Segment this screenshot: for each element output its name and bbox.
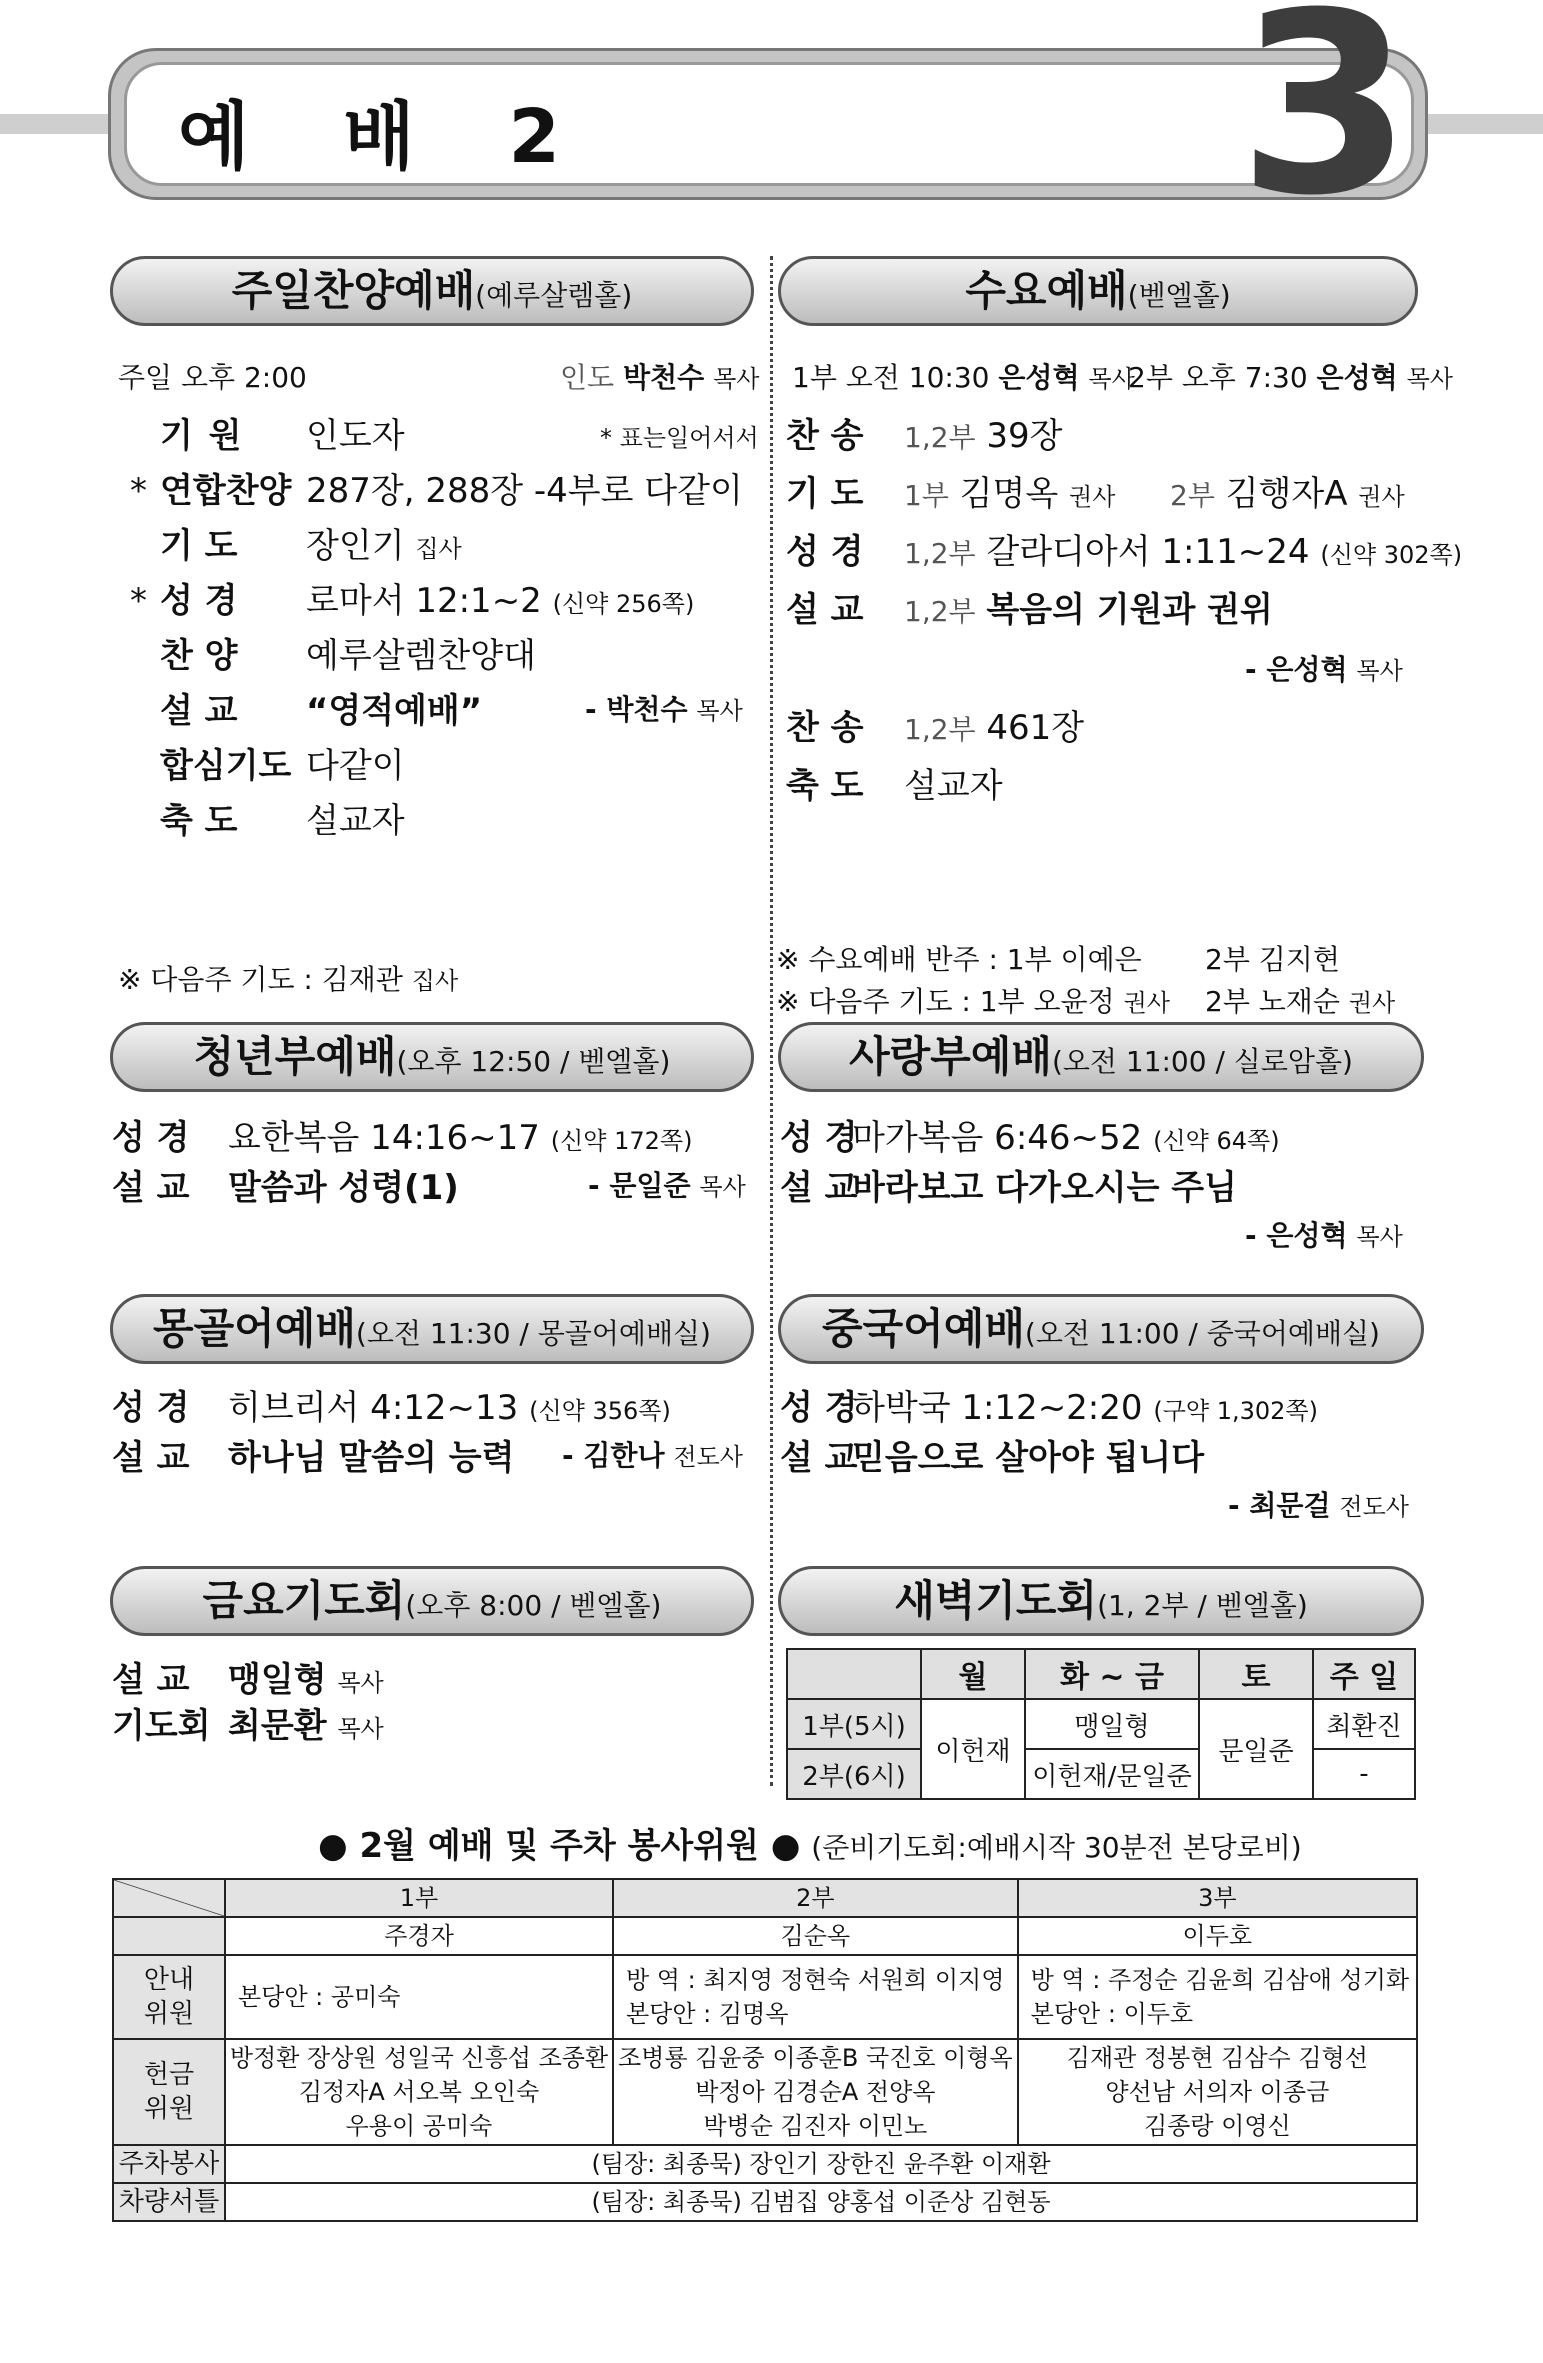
mongolian-sermon-by: - 김한나 전도사 (562, 1439, 743, 1472)
sunday-leader: 인도 박천수 목사 (560, 361, 760, 394)
sunday-order-item: * 성 경 로마서 12:1~2 (신약 256쪽) (130, 581, 695, 621)
love-place: (오전 11:00 / 실로암홀) (1051, 1045, 1353, 1078)
part-header: 2부 (613, 1879, 1018, 1917)
sunday-order-item: 축 도 설교자 (160, 801, 405, 841)
mongolian-place: (오전 11:30 / 몽골어예배실) (355, 1317, 711, 1350)
youth-title: 청년부예배 (193, 1032, 397, 1081)
page-title: 예 배 2 (178, 94, 594, 180)
wednesday-prayer: 기 도 1부 김명옥 권사 (786, 474, 1116, 514)
wednesday-time-1: 1부 오전 10:30 은성혁 목사 (792, 361, 1135, 394)
sunday-next-prayer: ※ 다음주 기도 : 김재관 집사 (118, 963, 459, 996)
chinese-title: 중국어예배 (822, 1304, 1025, 1353)
love-title: 사랑부예배 (849, 1032, 1052, 1081)
dawn-tue-fri: 이헌재/문일준 (1025, 1749, 1199, 1799)
youth-header (110, 1022, 754, 1092)
dawn-sun: 최환진 (1313, 1699, 1415, 1749)
dawn-table (786, 1648, 1416, 1800)
table-corner (113, 1879, 225, 1917)
dawn-tue-fri: 맹일형 (1025, 1699, 1199, 1749)
friday-sermon: 설 교 맹일형 목사 (112, 1660, 384, 1700)
dawn-mon: 이헌재 (921, 1699, 1025, 1799)
sunday-order-item: 설 교 “영적예배” (160, 691, 483, 731)
wednesday-sermon-by: - 은성혁 목사 (1245, 653, 1403, 686)
youth-place: (오후 12:50 / 벧엘홀) (396, 1045, 671, 1078)
wednesday-scripture: 성 경 1,2부 갈라디아서 1:11~24 (신약 302쪽) (786, 532, 1463, 572)
offering-cell: 조병룡 김윤중 이종훈B 국진호 이형옥 박정아 김경순A 전양옥 박병순 김진자 이민노 (613, 2039, 1018, 2145)
mongolian-sermon: 설 교 하나님 말씀의 능력 (112, 1438, 515, 1478)
row-label (113, 1917, 225, 1955)
wednesday-next-prayer: ※ 다음주 기도 : 1부 오윤정 권사 (776, 985, 1170, 1018)
youth-sermon: 설 교 말씀과 성령(1) (112, 1168, 459, 1208)
wednesday-accompanist: ※ 수요예배 반주 : 1부 이예은 (776, 943, 1142, 976)
part-leader: 주경자 (225, 1917, 613, 1955)
guide-cell: 방 역 : 주정순 김윤희 김삼애 성기화 본당안 : 이두호 (1018, 1955, 1417, 2039)
part-leader: 김순옥 (613, 1917, 1018, 1955)
volunteers-title: ● 2월 예배 및 주차 봉사위원 ● (준비기도회:예배시작 30분전 본당로비) (318, 1826, 1302, 1866)
guide-label: 안내 위원 (113, 1955, 225, 2039)
wednesday-header (778, 256, 1418, 326)
dawn-row-label: 1부(5시) (787, 1699, 921, 1749)
sunday-title: 주일찬양예배 (231, 266, 476, 315)
wednesday-title: 수요예배 (965, 266, 1128, 315)
wednesday-place: (벧엘홀) (1127, 279, 1231, 312)
wednesday-hymn-2: 찬 송 1,2부 461장 (786, 708, 1085, 748)
sunday-order-item: * 연합찬양 287장, 288장 -4부로 다같이 (130, 471, 743, 511)
offering-cell: 방정환 장상원 성일국 신흥섭 조종환 김정자A 서오복 오인숙 우용이 공미숙 (225, 2039, 613, 2145)
page-number: 3 (1238, 0, 1412, 250)
dawn-title: 새벽기도회 (894, 1576, 1098, 1625)
guide-cell: 본당안 : 공미숙 (225, 1955, 613, 2039)
friday-header (110, 1566, 754, 1636)
wednesday-hymn: 찬 송 1,2부 39장 (786, 416, 1063, 456)
sunday-order-item: 기 도 장인기 집사 (160, 526, 462, 566)
parking-label: 주차봉사 (113, 2145, 225, 2183)
dawn-sun: - (1313, 1749, 1415, 1799)
car-label: 차량서틀 (113, 2183, 225, 2221)
dawn-col-header: 주 일 (1313, 1649, 1415, 1699)
wednesday-time-2: 2부 오후 7:30 은성혁 목사 (1128, 361, 1453, 394)
dawn-col-header: 토 (1199, 1649, 1313, 1699)
part-leader: 이두호 (1018, 1917, 1417, 1955)
dawn-place: (1, 2부 / 벧엘홀) (1097, 1589, 1308, 1622)
dawn-col-header: 화 ~ 금 (1025, 1649, 1199, 1699)
sunday-header (110, 256, 754, 326)
car-cell: (팀장: 최종묵) 김범집 양홍섭 이준상 김현동 (225, 2183, 1417, 2221)
love-sermon-by: - 은성혁 목사 (1245, 1219, 1403, 1252)
sunday-order-item: 찬 양 예루살렘찬양대 (160, 636, 536, 676)
sunday-order-item: 기 원 인도자 (160, 416, 405, 456)
friday-place: (오후 8:00 / 벧엘홀) (405, 1589, 662, 1622)
youth-sermon-by: - 문일준 목사 (588, 1169, 746, 1202)
sunday-sermon-by: - 박천수 목사 (585, 693, 743, 726)
chinese-header (778, 1294, 1424, 1364)
wednesday-blessing: 축 도 설교자 (786, 766, 1003, 806)
offering-cell: 김재관 정봉현 김삼수 김형선 양선남 서의자 이종금 김종랑 이영신 (1018, 2039, 1417, 2145)
love-sermon: 설 교바라보고 다가오시는 주님 (780, 1168, 1237, 1208)
sunday-order-item: 합심기도 다같이 (160, 746, 405, 786)
dawn-col-header (787, 1649, 921, 1699)
wednesday-next-prayer-2: 2부 노재순 권사 (1205, 985, 1396, 1018)
dawn-row-label: 2부(6시) (787, 1749, 921, 1799)
part-header: 1부 (225, 1879, 613, 1917)
guide-cell: 방 역 : 최지영 정현숙 서원희 이지영 본당안 : 김명옥 (613, 1955, 1018, 2039)
dawn-col-header: 월 (921, 1649, 1025, 1699)
wednesday-prayer-2: 2부 김행자A 권사 (1170, 474, 1405, 514)
dawn-header (778, 1566, 1424, 1636)
chinese-sermon: 설 교믿음으로 살아야 됩니다 (780, 1438, 1205, 1478)
part-header: 3부 (1018, 1879, 1417, 1917)
mongolian-scripture: 성 경 히브리서 4:12~13 (신약 356쪽) (112, 1388, 671, 1428)
offering-label: 헌금 위원 (113, 2039, 225, 2145)
friday-prayer: 기도회 최문환 목사 (112, 1706, 384, 1746)
dawn-sat: 문일준 (1199, 1699, 1313, 1799)
chinese-scripture: 성 경하박국 1:12~2:20 (구약 1,302쪽) (780, 1388, 1318, 1428)
parking-cell: (팀장: 최종묵) 장인기 장한진 윤주환 이재환 (225, 2145, 1417, 2183)
youth-scripture: 성 경 요한복음 14:16~17 (신약 172쪽) (112, 1118, 693, 1158)
sunday-place: (예루살렘홀) (475, 279, 633, 312)
column-divider (770, 256, 773, 1786)
mongolian-header (110, 1294, 754, 1364)
standing-note: * 표는일어서서 (600, 424, 759, 452)
chinese-place: (오전 11:00 / 중국어예배실) (1024, 1317, 1380, 1350)
mongolian-title: 몽골어예배 (153, 1304, 356, 1353)
sunday-time: 주일 오후 2:00 (118, 361, 307, 394)
chinese-sermon-by: - 최문걸 전도사 (1228, 1489, 1409, 1522)
volunteers-table (112, 1878, 1418, 2222)
love-header (778, 1022, 1424, 1092)
wednesday-accompanist-2: 2부 김지현 (1205, 943, 1340, 976)
love-scripture: 성 경마가복음 6:46~52 (신약 64쪽) (780, 1118, 1280, 1158)
friday-title: 금요기도회 (202, 1576, 406, 1625)
wednesday-sermon: 설 교 1,2부 복음의 기원과 권위 (786, 590, 1273, 630)
